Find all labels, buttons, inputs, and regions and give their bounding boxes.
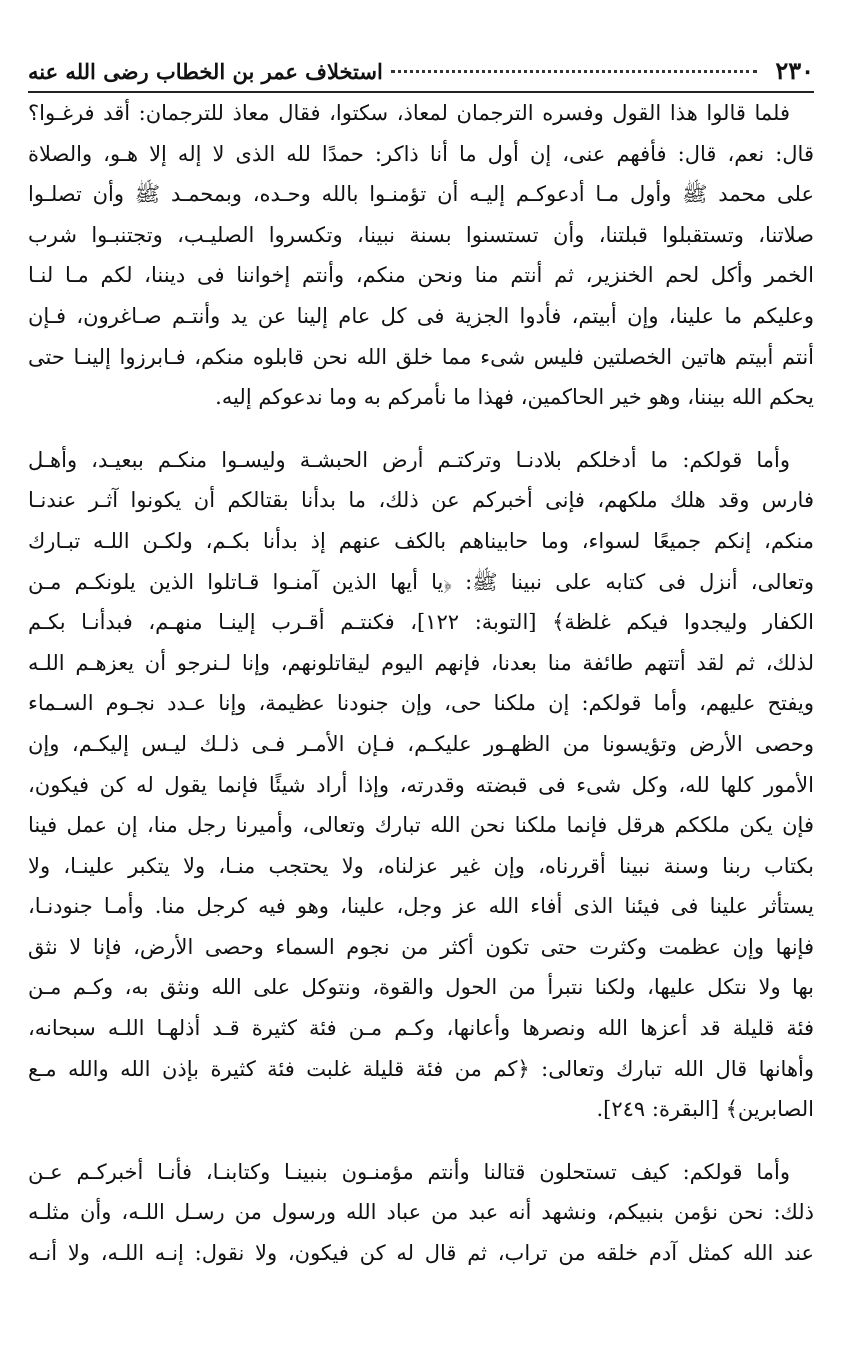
text-line: أنتم أبيتم هاتين الخصلتين فليس شىء مما خلق الله نحن قابلوه منكم، فـابرزوا إلينـا حتى xyxy=(28,344,814,369)
text-line: وأما قولكم: ما أدخلكم بلادنـا وتركتـم أرض الحبشـة وليسـوا منكـم ببعيـد، وأهـل xyxy=(28,447,790,472)
paragraph-1 xyxy=(28,93,814,418)
text-line: قال: نعم، قال: فأفهم عنى، إن أول ما أنا ذاكر: حمدًا لله الذى لا إله إلا هـو، والصلاة xyxy=(28,141,814,166)
text-line: صلاتنا، وتستقبلوا قبلتنا، وأن تستسنوا بسنة نبينا، وتكسروا الصليـب، وتجتنبـوا شرب xyxy=(28,222,814,247)
text-line: فلما قالوا هذا القول وفسره الترجمان لمعاذ، سكتوا، فقال معاذ للترجمان: أقد فرغـوا؟ xyxy=(28,101,790,125)
text-line: فإنها وإن عظمت وكثرت حتى تكون أكثر من نجوم السماء وحصى الأرض، فإنا لا نثق xyxy=(28,934,814,959)
running-title: استخلاف عمر بن الخطاب رضى الله عنه xyxy=(28,59,383,84)
paragraph-3 xyxy=(28,1152,814,1274)
text-line: ذلك: نحن نؤمن بنبيكم، ونشهد أنه عبد من عباد الله ورسول من رسـل اللـه، وأن مثلـه xyxy=(28,1200,814,1225)
text-line: ويفتح عليهم، وأما قولكم: إن ملكنا حى، وإن جنودنا عظيمة، وإنا عـدد نجـوم السـماء xyxy=(28,691,814,716)
text-line: لذلك، ثم لقد أتتهم طائفة منا بعدنا، فإنهم اليوم ليقاتلونهم، وإنا لـنرجو أن يعزهـم اللـه xyxy=(28,650,814,675)
paragraph-gap xyxy=(28,1130,814,1152)
page-header xyxy=(28,54,814,93)
text-line: يحكم الله بيننا، وهو خير الحاكمين، فهذا ما نأمركم به وما ندعوكم إليه. xyxy=(215,385,814,410)
text-line: وعليكم ما علينا، وإن أبيتم، فأدوا الجزية فى كل عام إلينا عن يد وأنتـم صـاغرون، فـإن xyxy=(28,303,814,328)
text-line: يستأثر علينا فى فيئنا الذى أفاء الله عز وجل، علينا، وهو فيه كرجل منا. وأمـا جنودنـا، xyxy=(28,894,814,919)
text-line: منكم، إنكم جميعًا لسواء، وما حابيناهم بالكف عنهم إذ بدأنا بكـم، ولكـن اللـه تبـارك xyxy=(28,528,814,553)
text-line: الخمر وأكل لحم الخنزير، ثم أنتم منا ونحن منكم، وأنتم إخواننا فى ديننا، لكم مـا لنـا xyxy=(28,263,814,288)
text-line: فئة قليلة قد أعزها الله ونصرها وأعانها، وكـم مـن فئة كثيرة قـد أذلهـا اللـه سبحانه، xyxy=(28,1016,814,1041)
text-line: الصابرين﴾ [البقرة: ٢٤٩]. xyxy=(596,1097,814,1122)
paragraph-2 xyxy=(28,440,814,1130)
text-line: بها ولا نتكل عليها، ولكنا نتبرأ من الحول والقوة، ونتوكل على الله ونثق به، وكـم مـن xyxy=(28,975,814,1000)
paragraph-gap xyxy=(28,418,814,440)
text-line: عند الله كمثل آدم خلقه من تراب، ثم قال له كن فيكون، ولا نقول: إنـه اللـه، ولا أنـه xyxy=(28,1241,814,1266)
text-line: الأمور كلها لله، وكل شىء فى قبضته وقدرته، وإذا أراد شيئًا فإنما يقول له كن فيكون، xyxy=(28,772,814,797)
page-number: ٢٣٠ xyxy=(775,56,814,85)
text-line: وأما قولكم: كيف تستحلون قتالنا وأنتم مؤمنـون بنبينـا وكتابنـا، فأنـا أخبركـم عـن xyxy=(28,1159,790,1184)
text-line: وأهانها قال الله تبارك وتعالى: ﴿كم من فئة قليلة غلبت فئة كثيرة بإذن الله والله مـع xyxy=(28,1056,814,1081)
text-line: وحصى الأرض وتؤيسونا من الظهـور عليكـم، فـإن الأمـر فـى ذلـك ليـس إليكـم، وإن xyxy=(28,731,814,756)
text-line: على محمد ﷺ وأول مـا أدعوكـم إليـه أن تؤمنـوا بالله وحـده، وبمحمـد ﷺ وأن تصلـوا xyxy=(28,182,814,207)
text-line: بكتاب ربنا وسنة نبينا أقررناه، وإن غير عزلناه، ولا يحتجب منـا، ولا يتكبر علينـا، ولا xyxy=(28,853,814,878)
header-dot-leader xyxy=(391,70,758,73)
text-line: فارس وقد هلك ملكهم، فإنى أخبركم عن ذلك، ما بدأنا بقتالكم أن يكونوا آثـر عندنـا xyxy=(28,488,814,513)
text-line: الكفار وليجدوا فيكم غلظة﴾ [التوبة: ١٢٢]، فكنتـم أقـرب إلينـا منهـم، فبدأنـا بكـم xyxy=(28,610,814,635)
text-line: فإن يكن ملككم هرقل فإنما ملكنا نحن الله تبارك وتعالى، وأميرنا رجل منا، إن عمل فينا xyxy=(28,813,814,838)
book-page xyxy=(28,54,814,1274)
text-line: وتعالى، أنزل فى كتابه على نبينا ﷺ: ﴿يا أيها الذين آمنـوا قـاتلوا الذين يلونكـم مـن xyxy=(28,569,814,594)
